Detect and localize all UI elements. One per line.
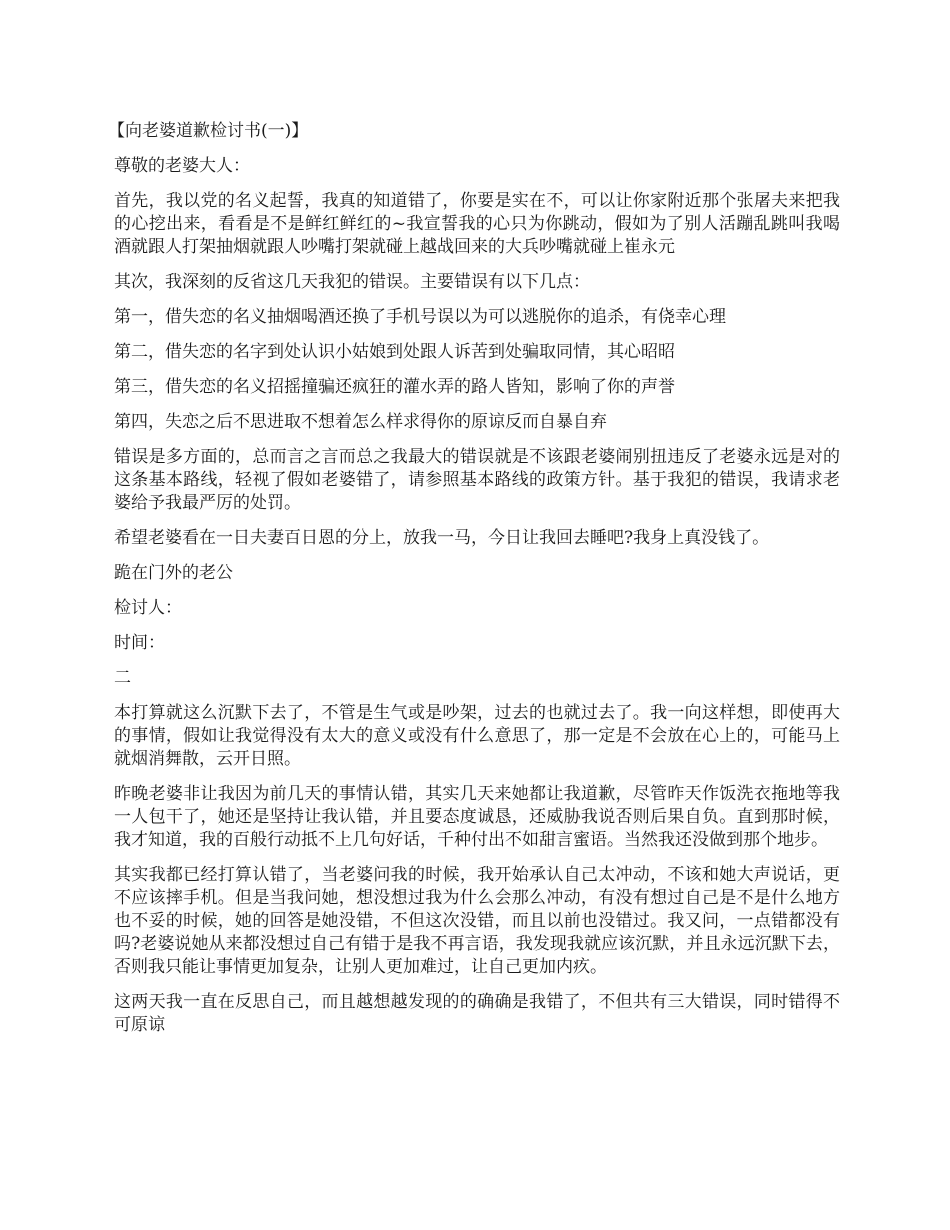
paragraph: 这两天我一直在反思自己，而且越想越发现的的确确是我错了，不但共有三大错误，同时错得不可原谅: [114, 992, 840, 1035]
paragraph: 希望老婆看在一日夫妻百日恩的分上，放我一马，今日让我回去睡吧?我身上真没钱了。: [114, 528, 770, 548]
paragraph: 第三，借失恋的名义招摇撞骗还疯狂的灌水弄的路人皆知，影响了你的声誉: [114, 377, 675, 397]
document-body: [108, 120, 840, 1049]
section-heading: 二: [114, 668, 131, 688]
document-title: 【向老婆道歉检讨书(一)】: [108, 121, 309, 141]
salutation: 尊敬的老婆大人：: [114, 156, 250, 176]
time-label: 时间：: [114, 633, 165, 653]
paragraph: 首先，我以党的名义起誓，我真的知道错了，你要是实在不，可以让你家附近那个张屠夫来把我的心挖出来，看看是不是鲜红鲜红的~我宣誓我的心只为你跳动，假如为了别人活蹦乱跳叫我喝酒就跟人打架抽烟就跟人吵嘴打架就碰上越战回来的大兵吵嘴就碰上崔永元: [114, 191, 840, 257]
paragraph: 其实我都已经打算认错了，当老婆问我的时候，我开始承认自己太冲动，不该和她大声说话，更不应该摔手机。但是当我问她，想没想过我为什么会那么冲动，有没有想过自己是不是什么地方也不妥的时候，她的回答是她没错，不但这次没错，而且以前也没错过。我又问，一点错都没有吗?老婆说她从来都没想过自己有错于是我不再言语，我发现我就应该沉默，并且永远沉默下去，否则我只能让事情更加复杂，让别人更加难过，让自己更加内疚。: [114, 865, 840, 977]
signature-line: 跪在门外的老公: [114, 563, 233, 583]
paragraph: 第二，借失恋的名字到处认识小姑娘到处跟人诉苦到处骗取同情，其心昭昭: [114, 342, 675, 362]
paragraph: 昨晚老婆非让我因为前几天的事情认错，其实几天来她都让我道歉，尽管昨天作饭洗衣拖地等我一人包干了，她还是坚持让我认错，并且要态度诚恳，还威胁我说否则后果自负。直到那时候，我才知道，我的百般行动抵不上几句好话，千种付出不如甜言蜜语。当然我还没做到那个地步。: [114, 784, 840, 850]
paragraph: 其次，我深刻的反省这几天我犯的错误。主要错误有以下几点：: [114, 272, 590, 292]
paragraph: 本打算就这么沉默下去了，不管是生气或是吵架，过去的也就过去了。我一向这样想，即使再大的事情，假如让我觉得没有太大的意义或没有什么意思了，那一定是不会放在心上的，可能马上就烟消舞散，云开日照。: [114, 703, 840, 769]
paragraph: 错误是多方面的，总而言之言而总之我最大的错误就是不该跟老婆闹别扭违反了老婆永远是对的这条基本路线，轻视了假如老婆错了，请参照基本路线的政策方针。基于我犯的错误，我请求老婆给予我最严厉的处罚。: [114, 447, 840, 513]
paragraph: 第一，借失恋的名义抽烟喝酒还换了手机号误以为可以逃脱你的追杀，有侥幸心理: [114, 307, 726, 327]
paragraph: 第四，失恋之后不思进取不想着怎么样求得你的原谅反而自暴自弃: [114, 412, 607, 432]
reviewer-label: 检讨人：: [114, 598, 182, 618]
